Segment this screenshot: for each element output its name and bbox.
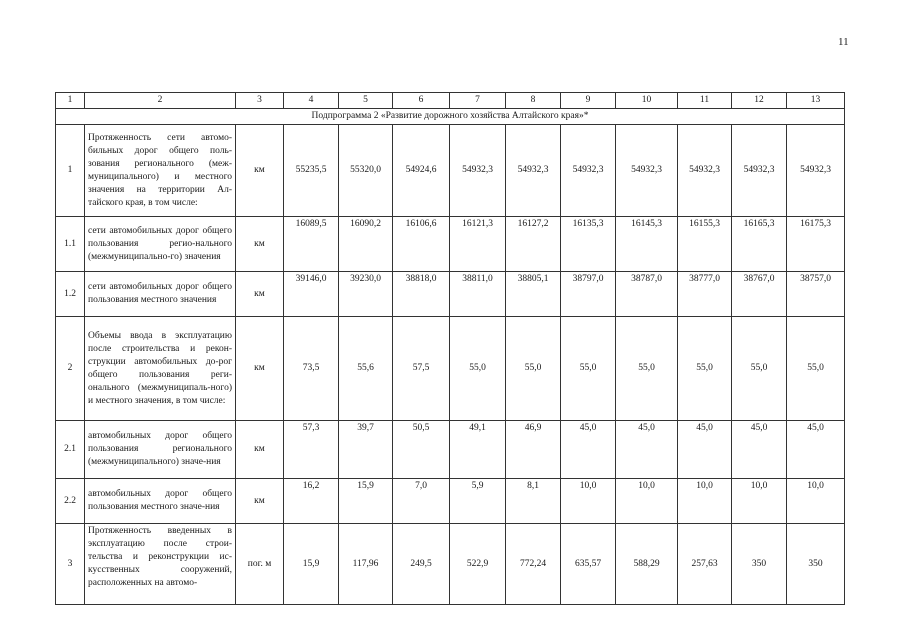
value-cell: 38797,0 — [561, 272, 616, 317]
value-cell: 8,1 — [506, 479, 561, 524]
value-cell: 15,9 — [339, 479, 393, 524]
value-cell: 16089,5 — [284, 217, 339, 272]
unit-cell: км — [236, 479, 284, 524]
value-cell: 350 — [787, 524, 845, 605]
indicator-name: сети автомобильных дорог общего пользования регио-нального (межмуниципально-го) значения — [85, 217, 236, 272]
value-cell: 55320,0 — [339, 125, 393, 217]
table-row — [56, 272, 845, 317]
value-cell: 39230,0 — [339, 272, 393, 317]
value-cell: 5,9 — [450, 479, 506, 524]
table-row — [56, 421, 845, 479]
row-number: 1 — [56, 125, 85, 217]
value-cell: 16106,6 — [393, 217, 450, 272]
value-cell: 55,0 — [616, 317, 678, 421]
value-cell: 38767,0 — [732, 272, 787, 317]
value-cell: 10,0 — [732, 479, 787, 524]
value-cell: 73,5 — [284, 317, 339, 421]
value-cell: 7,0 — [393, 479, 450, 524]
row-number: 3 — [56, 524, 85, 605]
unit-cell: км — [236, 317, 284, 421]
value-cell: 16165,3 — [732, 217, 787, 272]
value-cell: 588,29 — [616, 524, 678, 605]
value-cell: 45,0 — [678, 421, 732, 479]
row-number: 2 — [56, 317, 85, 421]
header-cell: 1 — [56, 93, 85, 109]
value-cell: 45,0 — [616, 421, 678, 479]
value-cell: 54932,3 — [450, 125, 506, 217]
unit-cell: км — [236, 217, 284, 272]
value-cell: 16175,3 — [787, 217, 845, 272]
subprogram-title: Подпрограмма 2 «Развитие дорожного хозяйства Алтайского края»* — [56, 109, 845, 125]
value-cell: 10,0 — [616, 479, 678, 524]
header-cell: 7 — [450, 93, 506, 109]
header-cell: 9 — [561, 93, 616, 109]
indicator-name: автомобильных дорог общего пользования регионального (межмуниципального) значе-ния — [85, 421, 236, 479]
table-row — [56, 524, 845, 605]
unit-cell: км — [236, 421, 284, 479]
indicator-name: сети автомобильных дорог общего пользования местного значения — [85, 272, 236, 317]
header-cell: 5 — [339, 93, 393, 109]
header-cell: 11 — [678, 93, 732, 109]
value-cell: 55,0 — [732, 317, 787, 421]
header-cell: 3 — [236, 93, 284, 109]
page-number: 11 — [838, 36, 849, 48]
indicator-name: автомобильных дорог общего пользования местного значе-ния — [85, 479, 236, 524]
value-cell: 54932,3 — [561, 125, 616, 217]
value-cell: 38805,1 — [506, 272, 561, 317]
value-cell: 38757,0 — [787, 272, 845, 317]
value-cell: 39,7 — [339, 421, 393, 479]
value-cell: 350 — [732, 524, 787, 605]
value-cell: 16,2 — [284, 479, 339, 524]
header-cell: 8 — [506, 93, 561, 109]
row-number: 1.2 — [56, 272, 85, 317]
value-cell: 50,5 — [393, 421, 450, 479]
value-cell: 45,0 — [561, 421, 616, 479]
value-cell: 45,0 — [787, 421, 845, 479]
value-cell: 10,0 — [678, 479, 732, 524]
indicator-name — [85, 524, 236, 605]
value-cell: 16145,3 — [616, 217, 678, 272]
row-number: 1.1 — [56, 217, 85, 272]
value-cell: 54932,3 — [678, 125, 732, 217]
value-cell: 16127,2 — [506, 217, 561, 272]
header-cell: 12 — [732, 93, 787, 109]
value-cell: 10,0 — [561, 479, 616, 524]
value-cell: 16135,3 — [561, 217, 616, 272]
value-cell: 46,9 — [506, 421, 561, 479]
value-cell: 54924,6 — [393, 125, 450, 217]
value-cell: 55,0 — [787, 317, 845, 421]
value-cell: 57,5 — [393, 317, 450, 421]
value-cell: 257,63 — [678, 524, 732, 605]
table-row — [56, 125, 845, 217]
value-cell: 117,96 — [339, 524, 393, 605]
value-cell: 38818,0 — [393, 272, 450, 317]
value-cell: 10,0 — [787, 479, 845, 524]
value-cell: 772,24 — [506, 524, 561, 605]
indicator-name: Протяженность сети автомо-бильных дорог общего поль-зования регионального (меж-муниципального) и местного значения на территории Ал-тайского края, в том числе: — [85, 125, 236, 217]
value-cell: 16155,3 — [678, 217, 732, 272]
subprogram-title-row — [56, 109, 845, 125]
value-cell: 39146,0 — [284, 272, 339, 317]
value-cell: 54932,3 — [616, 125, 678, 217]
value-cell: 55235,5 — [284, 125, 339, 217]
unit-cell: км — [236, 125, 284, 217]
table-row — [56, 479, 845, 524]
value-cell: 54932,3 — [787, 125, 845, 217]
value-cell: 54932,3 — [732, 125, 787, 217]
header-cell: 2 — [85, 93, 236, 109]
value-cell: 55,0 — [678, 317, 732, 421]
header-cell: 4 — [284, 93, 339, 109]
value-cell: 38787,0 — [616, 272, 678, 317]
unit-cell: км — [236, 272, 284, 317]
value-cell: 249,5 — [393, 524, 450, 605]
header-cell: 10 — [616, 93, 678, 109]
value-cell: 38811,0 — [450, 272, 506, 317]
value-cell: 15,9 — [284, 524, 339, 605]
value-cell: 49,1 — [450, 421, 506, 479]
indicator-name-text: Протяженность введенных в эксплуатацию после строи-тельства и реконструкции ис-кусственных сооружений, расположенных на автомо- — [88, 526, 232, 588]
indicators-table — [55, 92, 845, 605]
value-cell: 55,0 — [561, 317, 616, 421]
value-cell: 57,3 — [284, 421, 339, 479]
indicator-name: Объемы ввода в эксплуатацию после строительства и рекон-струкции автомобильных до-рог общего пользования реги-онального (межмуниципаль-ного) и местного значения, в том числе: — [85, 317, 236, 421]
value-cell: 635,57 — [561, 524, 616, 605]
value-cell: 522,9 — [450, 524, 506, 605]
header-cell: 6 — [393, 93, 450, 109]
value-cell: 55,6 — [339, 317, 393, 421]
value-cell: 55,0 — [506, 317, 561, 421]
value-cell: 54932,3 — [506, 125, 561, 217]
value-cell: 16090,2 — [339, 217, 393, 272]
header-cell: 13 — [787, 93, 845, 109]
table-header-row — [56, 93, 845, 109]
row-number: 2.1 — [56, 421, 85, 479]
value-cell: 16121,3 — [450, 217, 506, 272]
unit-cell: пог. м — [236, 524, 284, 605]
value-cell: 55,0 — [450, 317, 506, 421]
row-number: 2.2 — [56, 479, 85, 524]
table-row — [56, 317, 845, 421]
value-cell: 45,0 — [732, 421, 787, 479]
value-cell: 38777,0 — [678, 272, 732, 317]
table-row — [56, 217, 845, 272]
